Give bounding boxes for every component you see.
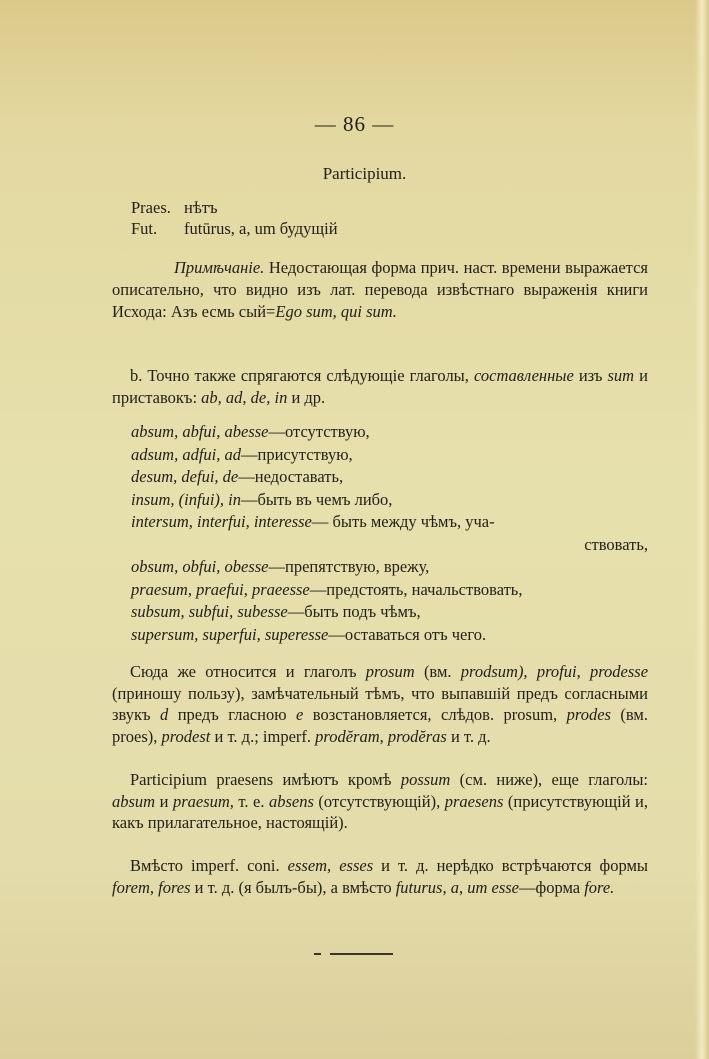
text: и т. д. нерѣдко встрѣчаются формы [373, 856, 648, 875]
verb-item [131, 601, 648, 624]
participium-paragraph [112, 769, 648, 834]
verb-meaning: —быть подъ чѣмъ, [287, 602, 421, 621]
verb-latin: obsum, obfui, obesse [131, 557, 269, 576]
text: т. е. [233, 791, 269, 811]
verb-item [131, 466, 648, 489]
note-paragraph [112, 257, 648, 323]
verb-item-continuation [131, 534, 648, 557]
vmesto-paragraph [112, 855, 648, 898]
verb-item [131, 489, 648, 512]
conjugation-row [131, 218, 338, 239]
verb-latin: absum, abfui, abesse [131, 422, 269, 441]
verb-meaning: —присутствую, [241, 444, 353, 464]
text: и т. д.; imperf. [210, 726, 316, 746]
verb-latin: subsum, subfui, subesse [131, 602, 288, 621]
verb-item [131, 511, 648, 534]
verb-latin: adsum, adfui, ad [131, 444, 242, 464]
tense-label: Praes. [131, 198, 171, 217]
verb-meaning: —недоставать, [238, 467, 344, 486]
conjugation-table [131, 197, 338, 239]
latin-term: essem, esses [287, 856, 374, 875]
tense-value: futūrus, a, um будущій [184, 219, 338, 238]
verb-latin: supersum, superfui, superesse [131, 624, 329, 644]
latin-term: e [296, 705, 304, 725]
latin-term: absens [269, 791, 314, 811]
tense-value: нѣтъ [184, 198, 218, 217]
note-title: Примѣчаніе. [174, 258, 265, 277]
verb-item [131, 624, 648, 647]
latin-term: praesens [444, 791, 504, 811]
latin-term: fore. [584, 877, 615, 897]
tense-label: Fut. [131, 219, 158, 238]
text: Вмѣсто imperf. coni. [130, 856, 288, 875]
latin-term: prodĕram, prodĕras [315, 726, 447, 746]
verb-meaning: —предстоять, начальствовать, [309, 579, 523, 599]
text: предъ гласною [168, 705, 296, 725]
note-latin: Ego sum, qui sum. [275, 302, 397, 321]
verb-item [131, 579, 648, 602]
text: Participium praesens имѣютъ кромѣ [130, 770, 401, 789]
section-b-lead: b. Точно также спрягаются слѣдующіе глаголы, [130, 366, 474, 385]
verb-item [131, 444, 648, 467]
verb-latin: desum, defui, de [131, 467, 239, 486]
section-b-prefixes: ab, ad, de, in [201, 388, 288, 407]
section-b-paragraph [112, 365, 648, 409]
section-heading: Participium. [322, 164, 407, 183]
verb-meaning: — быть между чѣмъ, уча- [311, 512, 495, 531]
section-b-italic: составленные [473, 366, 574, 385]
verb-item [131, 556, 648, 579]
text: и [155, 791, 173, 811]
end-rule [330, 953, 393, 955]
latin-term: possum [400, 770, 451, 789]
latin-term: futurus, a, um esse [395, 877, 519, 897]
verb-latin: intersum, interfui, interesse [131, 512, 312, 531]
prosum-paragraph [112, 661, 648, 747]
text: (приношу пользу), замѣчательный тѣмъ, что выпавшій предъ согласными звукъ [112, 683, 648, 725]
latin-term: praesum, [172, 791, 234, 811]
latin-term: absum [112, 791, 156, 811]
text: и т. д. [446, 726, 491, 746]
text: (вм. [414, 662, 461, 681]
verb-meaning: —препятствую, врежу, [268, 557, 430, 576]
section-b-sum: sum [607, 366, 635, 385]
text: Сюда же относится и глаголъ [130, 662, 366, 681]
latin-term: d [160, 705, 169, 725]
text: (отсутствующій), [313, 791, 445, 811]
verb-item [131, 421, 648, 444]
text: возстановляется, слѣдов. prosum, [303, 705, 567, 725]
latin-term: prosum [365, 662, 415, 681]
page-number: — 86 — [314, 112, 395, 136]
verb-meaning: —оставаться отъ чего. [328, 624, 487, 644]
section-b-end: и др. [287, 388, 326, 407]
latin-term: prodsum), [460, 662, 528, 681]
text: и т. д. (я былъ-бы), а вмѣсто [190, 877, 396, 897]
latin-term: prodes [566, 705, 611, 725]
verb-latin: praesum, praefui, praeesse [131, 579, 310, 599]
verb-meaning: —быть въ чемъ либо, [241, 489, 393, 509]
text: (присутствующій и, какъ прилагательное, настоящій). [112, 791, 649, 833]
text: (см. ниже), еще глаголы: [450, 770, 648, 789]
verb-latin: insum, (infui), in [131, 489, 241, 509]
section-b-text: изъ [573, 366, 608, 385]
verb-meaning: —отсутствую, [268, 422, 370, 441]
end-rule-dash [314, 953, 321, 955]
section-b-text: и приставокъ: [112, 366, 648, 407]
latin-term: forem, fores [112, 877, 191, 897]
verb-list [131, 421, 648, 646]
text: (вм. proes), [112, 705, 648, 746]
text: —форма [519, 877, 585, 897]
note-text: Недостающая форма прич. наст. времени выражается описательно, что видно изъ лат. перевода извѣстнаго выраженія книги Исхода: Азъ есмь сый= [112, 258, 648, 321]
latin-term: prodest [161, 726, 211, 746]
verb-meaning: ствовать, [584, 534, 648, 554]
latin-term: profui, prodesse [536, 662, 649, 681]
page-edge [695, 0, 709, 1059]
conjugation-row [131, 197, 338, 218]
